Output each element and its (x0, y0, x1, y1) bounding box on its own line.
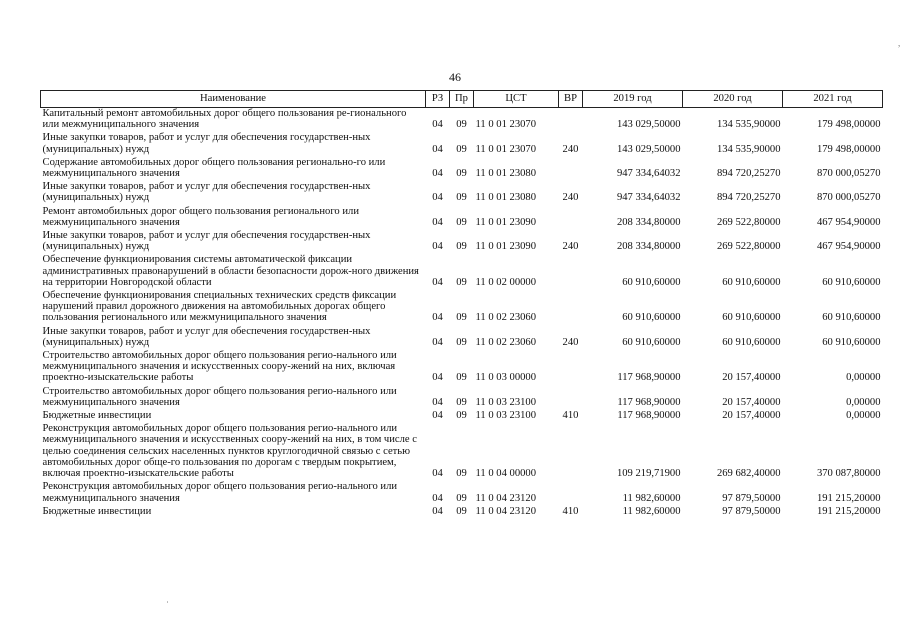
cell-rz: 04 (432, 312, 443, 324)
cell-name: Строительство автомобильных дорог общего пользования регио-нального или межмуниципального значения и искусственных соору-жений на них, включая проектно-изыскательские работы (42, 350, 397, 384)
cell-2019: 109 219,71900 (616, 468, 681, 480)
cell-2019: 208 334,80000 (616, 216, 681, 228)
header-2019: 2019 год (583, 91, 683, 108)
cell-pr: 09 (456, 143, 467, 155)
cell-pr: 09 (456, 372, 467, 384)
cell-pr: 09 (456, 168, 467, 180)
cell-rz: 04 (432, 505, 443, 517)
cell-pr: 09 (456, 216, 467, 228)
table-row (41, 423, 883, 481)
cell-pr: 09 (456, 468, 467, 480)
cell-name: Ремонт автомобильных дорог общего пользования регионального или межмуниципального значения (42, 205, 359, 228)
header-pr: Пр (450, 91, 474, 108)
table-header-row (41, 91, 883, 108)
cell-name: Реконструкция автомобильных дорог общего пользования регио-нального или межмуниципального значения и искусственных соору-жений на них, в том числе с целью соединения сельских населенных пунктов круглогодичной связью с сетью автомобильных дорог обще-го пользования по дорогам с твердым покрытием, включая проектно-изыскательские работы (42, 423, 417, 480)
cell-vr: 240 (562, 336, 579, 348)
cell-rz: 04 (432, 241, 443, 253)
header-2021: 2021 год (783, 91, 883, 108)
cell-2021: 0,00000 (846, 396, 881, 408)
cell-rz: 04 (432, 192, 443, 204)
cell-name: Бюджетные инвестиции (42, 410, 152, 422)
cell-rz: 04 (432, 168, 443, 180)
cell-rz: 04 (432, 216, 443, 228)
cell-2021: 191 215,20000 (816, 492, 881, 504)
cell-rz: 04 (432, 143, 443, 155)
cell-pr: 09 (456, 396, 467, 408)
cell-2020: 60 910,60000 (722, 312, 781, 324)
cell-2021: 60 910,60000 (822, 276, 881, 288)
table-row (41, 506, 883, 519)
cell-cst: 11 0 01 23070 (475, 119, 537, 131)
cell-vr (559, 157, 583, 181)
cell-cst: 11 0 01 23090 (475, 241, 537, 253)
cell-cst: 11 0 01 23080 (475, 168, 537, 180)
cell-pr: 09 (456, 312, 467, 324)
cell-cst: 11 0 01 23090 (475, 216, 537, 228)
cell-2021: 0,00000 (846, 372, 881, 384)
cell-2020: 894 720,25270 (716, 192, 781, 204)
table-body (41, 108, 883, 519)
table-row (41, 230, 883, 254)
cell-name: Обеспечение функционирования системы автоматической фиксации административных правонарушений в области безопасности дорож-ного движения на территории Новгородской области (42, 254, 419, 288)
cell-pr: 09 (456, 192, 467, 204)
cell-vr: 240 (562, 192, 579, 204)
cell-name: Реконструкция автомобильных дорог общего пользования регио-нального или межмуниципального значения (42, 481, 398, 504)
table-row (41, 386, 883, 410)
cell-2019: 947 334,64032 (616, 192, 681, 204)
cell-2021: 467 954,90000 (816, 241, 881, 253)
table-row (41, 206, 883, 230)
table-row (41, 326, 883, 350)
cell-2021: 370 087,80000 (816, 468, 881, 480)
cell-cst: 11 0 03 23100 (475, 396, 537, 408)
cell-vr (559, 206, 583, 230)
table-row (41, 350, 883, 386)
budget-table (40, 90, 883, 519)
cell-pr: 09 (456, 241, 467, 253)
table-row (41, 132, 883, 156)
cell-vr (559, 386, 583, 410)
table-row (41, 157, 883, 181)
table-row (41, 290, 883, 326)
cell-2019: 208 334,80000 (616, 241, 681, 253)
cell-cst: 11 0 02 23060 (475, 336, 537, 348)
header-rz: РЗ (426, 91, 450, 108)
cell-2019: 60 910,60000 (622, 276, 681, 288)
table-row (41, 254, 883, 290)
cell-2019: 947 334,64032 (616, 168, 681, 180)
header-vr: ВР (559, 91, 583, 108)
cell-pr: 09 (456, 276, 467, 288)
header-cst: ЦСТ (474, 91, 559, 108)
table-row (41, 108, 883, 133)
cell-vr (559, 108, 583, 133)
cell-2020: 269 522,80000 (716, 216, 781, 228)
cell-pr: 09 (456, 505, 467, 517)
cell-2021: 179 498,00000 (816, 119, 881, 131)
cell-vr (559, 290, 583, 326)
cell-rz: 04 (432, 396, 443, 408)
cell-rz: 04 (432, 276, 443, 288)
cell-2019: 143 029,50000 (616, 119, 681, 131)
cell-cst: 11 0 02 23060 (475, 312, 537, 324)
cell-rz: 04 (432, 410, 443, 422)
cell-2020: 134 535,90000 (716, 119, 781, 131)
cell-2021: 191 215,20000 (816, 505, 881, 517)
cell-2020: 134 535,90000 (716, 143, 781, 155)
cell-cst: 11 0 01 23070 (475, 143, 537, 155)
cell-cst: 11 0 03 00000 (475, 372, 537, 384)
cell-vr (559, 423, 583, 481)
cell-vr (559, 254, 583, 290)
cell-name: Содержание автомобильных дорог общего пользования регионально-го или межмуниципального значения (42, 156, 386, 180)
cell-name: Обеспечение функционирования специальных технических средств фиксации нарушений правил дорожного движения на автомобильных дорогах общего пользования регионального или межмуниципального значения (42, 290, 397, 324)
cell-vr (559, 350, 583, 386)
cell-cst: 11 0 04 00000 (475, 468, 537, 480)
scan-edge-mark: , (898, 38, 901, 48)
cell-cst: 11 0 04 23120 (475, 492, 537, 504)
cell-cst: 11 0 04 23120 (475, 505, 537, 517)
cell-rz: 04 (432, 468, 443, 480)
cell-2021: 179 498,00000 (816, 143, 881, 155)
scan-dot: ˙ (166, 600, 169, 610)
cell-vr: 240 (562, 241, 579, 253)
table-row (41, 410, 883, 423)
cell-2020: 269 682,40000 (716, 468, 781, 480)
cell-2020: 97 879,50000 (722, 492, 781, 504)
cell-2019: 143 029,50000 (616, 143, 681, 155)
cell-2020: 269 522,80000 (716, 241, 781, 253)
cell-2019: 60 910,60000 (622, 312, 681, 324)
cell-vr (559, 481, 583, 505)
cell-2021: 870 000,05270 (816, 168, 881, 180)
header-2020: 2020 год (683, 91, 783, 108)
cell-pr: 09 (456, 492, 467, 504)
cell-vr: 240 (562, 143, 579, 155)
cell-2020: 60 910,60000 (722, 336, 781, 348)
cell-cst: 11 0 01 23080 (475, 192, 537, 204)
cell-rz: 04 (432, 119, 443, 131)
cell-name: Иные закупки товаров, работ и услуг для обеспечения государствен-ных (муниципальных) нужд (42, 230, 371, 253)
cell-rz: 04 (432, 372, 443, 384)
cell-2020: 20 157,40000 (722, 410, 781, 422)
cell-cst: 11 0 02 00000 (475, 276, 537, 288)
cell-name: Иные закупки товаров, работ и услуг для обеспечения государствен-ных (муниципальных) нужд (42, 132, 371, 155)
cell-name: Иные закупки товаров, работ и услуг для обеспечения государствен-ных (муниципальных) нужд (42, 181, 371, 204)
table-row (41, 481, 883, 505)
cell-2019: 11 982,60000 (622, 505, 681, 517)
cell-2020: 97 879,50000 (722, 505, 781, 517)
cell-2021: 60 910,60000 (822, 312, 881, 324)
cell-vr: 410 (562, 410, 579, 422)
cell-2021: 60 910,60000 (822, 336, 881, 348)
cell-2021: 467 954,90000 (816, 216, 881, 228)
cell-2020: 894 720,25270 (716, 168, 781, 180)
cell-rz: 04 (432, 492, 443, 504)
cell-2019: 117 968,90000 (617, 410, 681, 422)
cell-name: Иные закупки товаров, работ и услуг для обеспечения государствен-ных (муниципальных) нужд (42, 325, 371, 348)
cell-name: Капитальный ремонт автомобильных дорог общего пользования ре-гионального или межмуниципального значения (42, 108, 407, 131)
table-row (41, 181, 883, 205)
cell-2019: 117 968,90000 (617, 396, 681, 408)
cell-pr: 09 (456, 410, 467, 422)
cell-2020: 20 157,40000 (722, 372, 781, 384)
cell-2020: 20 157,40000 (722, 396, 781, 408)
cell-2019: 117 968,90000 (617, 372, 681, 384)
cell-2019: 11 982,60000 (622, 492, 681, 504)
page-number: 46 (449, 70, 461, 84)
cell-2020: 60 910,60000 (722, 276, 781, 288)
header-name: Наименование (41, 91, 426, 108)
cell-2019: 60 910,60000 (622, 336, 681, 348)
cell-rz: 04 (432, 336, 443, 348)
cell-name: Строительство автомобильных дорог общего пользования регио-нального или межмуниципального значения (42, 385, 397, 408)
cell-name: Бюджетные инвестиции (42, 505, 152, 517)
cell-vr: 410 (562, 505, 579, 517)
cell-pr: 09 (456, 336, 467, 348)
cell-2021: 0,00000 (846, 410, 881, 422)
cell-cst: 11 0 03 23100 (475, 410, 537, 422)
cell-2021: 870 000,05270 (816, 192, 881, 204)
cell-pr: 09 (456, 119, 467, 131)
